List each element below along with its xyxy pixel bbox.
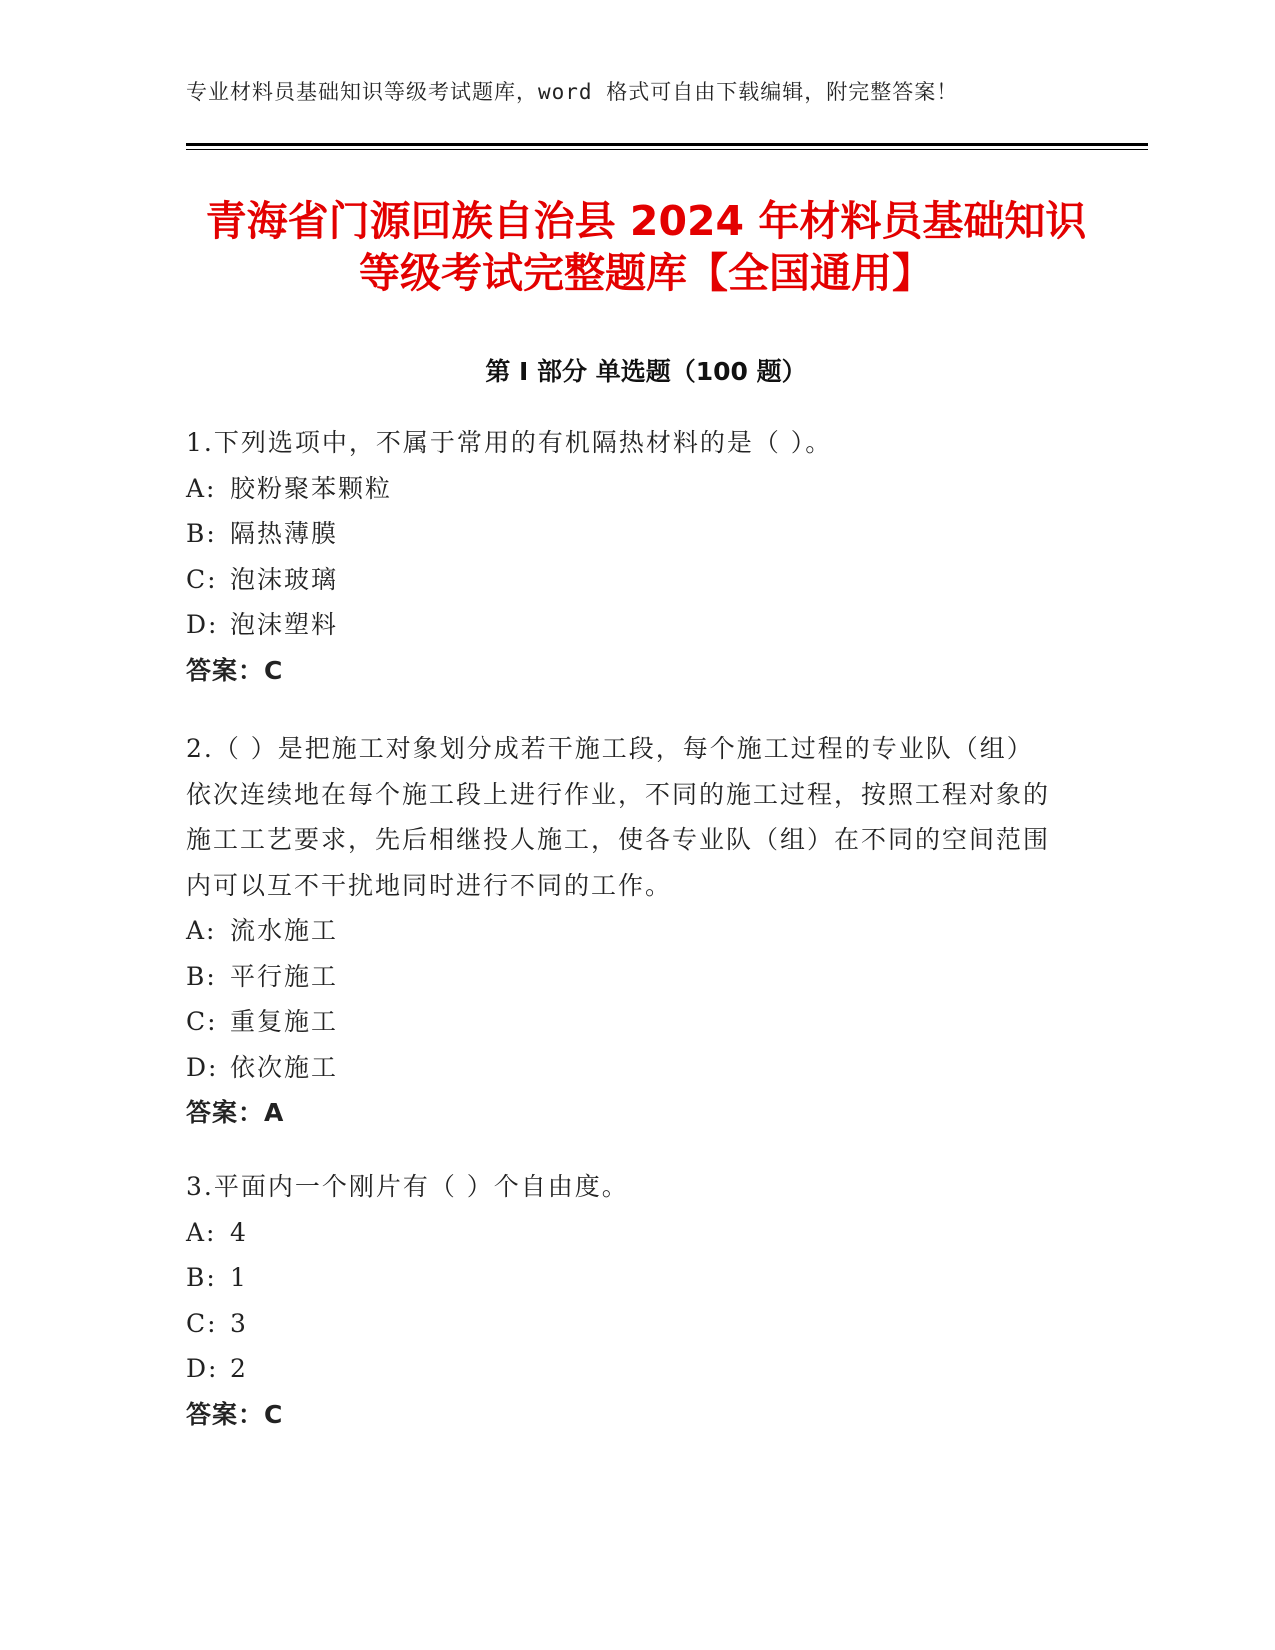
option-c bbox=[186, 999, 1056, 1045]
option-a bbox=[186, 466, 1086, 512]
section-title: 第 I 部分 单选题（100 题） bbox=[485, 357, 807, 386]
question-stem: 2.（ ）是把施工对象划分成若干施工段，每个施工过程的专业队（组）依次连续地在每个施工段上进行作业，不同的施工过程，按照工程对象的施工工艺要求，先后相继投人施工，使各专业队（组）在不同的空间范围内可以互不干扰地同时进行不同的工作。 bbox=[186, 734, 1051, 900]
option-letter: B: bbox=[186, 961, 217, 991]
option-b bbox=[186, 954, 1056, 1000]
option-text: 依次施工 bbox=[230, 1052, 339, 1082]
option-letter: B: bbox=[186, 1263, 217, 1292]
answer-label: 答案：C bbox=[186, 1399, 284, 1429]
question-3 bbox=[186, 1164, 1086, 1437]
option-text: 3 bbox=[230, 1308, 248, 1338]
question-stem: 1.下列选项中，不属于常用的有机隔热材料的是（ ）。 bbox=[186, 428, 833, 457]
question-1 bbox=[186, 420, 1086, 693]
option-d bbox=[186, 1346, 1086, 1392]
option-text: 泡沫塑料 bbox=[230, 610, 339, 639]
option-a bbox=[186, 908, 1056, 954]
option-text: 胶粉聚苯颗粒 bbox=[230, 473, 393, 503]
option-letter: C: bbox=[186, 1308, 218, 1338]
option-text: 4 bbox=[230, 1217, 248, 1247]
option-b bbox=[186, 511, 1086, 557]
option-b bbox=[186, 1255, 1086, 1301]
option-letter: C: bbox=[186, 564, 218, 594]
option-c bbox=[186, 557, 1086, 603]
option-letter: D: bbox=[186, 610, 219, 639]
option-letter: A: bbox=[186, 473, 217, 503]
option-letter: C: bbox=[186, 1007, 218, 1036]
option-d bbox=[186, 602, 1086, 648]
document-title: 青海省门源回族自治县 2024 年材料员基础知识等级考试完整题库【全国通用】 bbox=[205, 197, 1087, 297]
answer-label: 答案：A bbox=[186, 1098, 285, 1127]
option-a bbox=[186, 1210, 1086, 1256]
header-rule-thick bbox=[186, 143, 1148, 146]
question-2 bbox=[186, 726, 1056, 1136]
option-letter: A: bbox=[186, 916, 217, 945]
option-text: 流水施工 bbox=[230, 916, 339, 945]
option-text: 隔热薄膜 bbox=[230, 519, 339, 548]
option-text: 2 bbox=[230, 1354, 248, 1383]
option-text: 1 bbox=[230, 1263, 248, 1292]
option-letter: B: bbox=[186, 519, 217, 548]
option-text: 平行施工 bbox=[230, 961, 339, 991]
answer-label: 答案：C bbox=[186, 655, 284, 685]
option-letter: A: bbox=[186, 1217, 217, 1247]
option-letter: D: bbox=[186, 1354, 219, 1383]
option-text: 重复施工 bbox=[230, 1007, 339, 1036]
option-d bbox=[186, 1045, 1056, 1091]
question-stem: 3.平面内一个刚片有（ ）个自由度。 bbox=[186, 1172, 629, 1201]
option-letter: D: bbox=[186, 1052, 219, 1082]
option-text: 泡沫玻璃 bbox=[230, 564, 339, 594]
page-header-text: 专业材料员基础知识等级考试题库，word 格式可自由下载编辑，附完整答案！ bbox=[186, 80, 959, 104]
header-rule-thin bbox=[186, 149, 1148, 150]
option-c bbox=[186, 1301, 1086, 1347]
